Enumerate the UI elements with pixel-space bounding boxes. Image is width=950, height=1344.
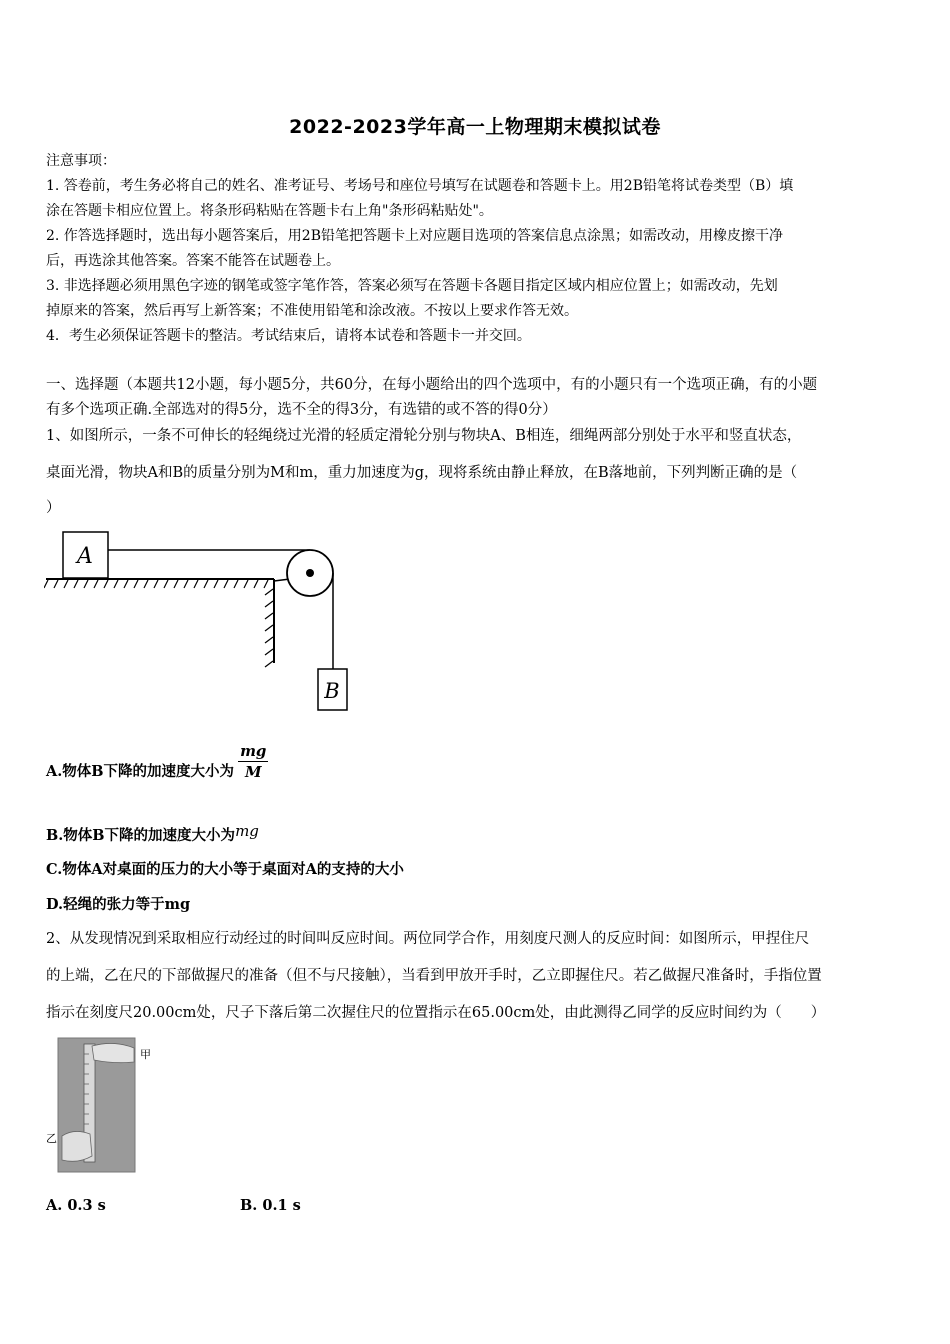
pulley-diagram [44, 517, 354, 717]
section-heading-line: 有多个选项正确.全部选对的得5分，选不全的得3分，有选错的或不答的得0分） [46, 402, 557, 418]
hand-top [92, 1043, 134, 1062]
hand-bottom [62, 1131, 92, 1161]
question-2-line: 指示在刻度尺20.00cm处，尺子下落后第二次握住尺的位置指示在65.00cm处，由此测得乙同学的反应时间约为（ ） [46, 1005, 826, 1021]
q2-option-a[interactable]: A. 0.3 s [46, 1197, 106, 1214]
notice-line: 2. 作答选择题时，选出每小题答案后，用2B铅笔把答题卡上对应题目选项的答案信息点涂黑；如需改动，用橡皮擦干净 [46, 228, 783, 244]
option-b[interactable] [46, 822, 908, 846]
table-hatching [44, 580, 268, 588]
notice-line: 4．考生必须保证答题卡的整洁。考试结束后，请将本试卷和答题卡一并交回。 [46, 328, 531, 344]
fraction-mg-over-m [238, 742, 268, 781]
question-1-line: 1、如图所示，一条不可伸长的轻绳绕过光滑的轻质定滑轮分别与物块A、B相连，细绳两部分别处于水平和竖直状态， [46, 428, 802, 444]
pulley-axle [306, 569, 314, 577]
q2-option-b[interactable]: B. 0.1 s [240, 1197, 301, 1214]
option-b-expr: mg [235, 822, 259, 840]
notice-line: 1. 答卷前，考生务必将自己的姓名、准考证号、考场号和座位号填写在试题卷和答题卡上。用2B铅笔将试卷类型（B）填 [46, 178, 794, 194]
page-title: 2022-2023学年高一上物理期末模拟试卷 [289, 116, 661, 138]
option-a[interactable] [46, 741, 908, 782]
option-d[interactable]: D.轻绳的张力等于mg [46, 896, 191, 913]
label-yi: 乙 [46, 1132, 57, 1145]
question-2-line: 2、从发现情况到采取相应行动经过的时间叫反应时间。两位同学合作，用刻度尺测人的反应时间：如图所示，甲捏住尺 [46, 931, 810, 947]
option-b-text: B.物体B下降的加速度大小为 [46, 827, 236, 844]
section-heading-line: 一、选择题（本题共12小题，每小题5分，共60分，在每小题给出的四个选项中，有的小题只有一个选项正确，有的小题 [46, 377, 818, 393]
option-a-text: A.物体B下降的加速度大小为 [46, 763, 235, 780]
edge-hatching [265, 589, 273, 667]
block-b-label: B [324, 679, 340, 703]
block-a-label: A [77, 544, 93, 569]
question-2-line: 的上端，乙在尺的下部做握尺的准备（但不与尺接触），当看到甲放开手时，乙立即握住尺。若乙做握尺准备时，手指位置 [46, 968, 822, 984]
notice-line: 3. 非选择题必须用黑色字迹的钢笔或签字笔作答，答案必须写在答题卡各题目指定区域内相应位置上；如需改动，先划 [46, 278, 778, 294]
notice-line: 涂在答题卡相应位置上。将条形码粘贴在答题卡右上角"条形码粘贴处"。 [46, 203, 493, 219]
question-1-line: 桌面光滑，物块A和B的质量分别为M和m，重力加速度为g，现将系统由静止释放，在B落地前，下列判断正确的是（ [46, 465, 798, 481]
fraction-denominator: M [244, 762, 262, 781]
notice-heading: 注意事项： [46, 153, 116, 169]
question-1-line: ） [46, 500, 61, 516]
notice-line: 后，再选涂其他答案。答案不能答在试题卷上。 [46, 253, 340, 269]
fraction-numerator: mg [240, 741, 267, 760]
notice-line: 掉原来的答案，然后再写上新答案；不准使用铅笔和涂改液。不按以上要求作答无效。 [46, 303, 578, 319]
option-c[interactable]: C.物体A对桌面的压力的大小等于桌面对A的支持的大小 [46, 861, 404, 878]
label-jia: 甲 [140, 1048, 151, 1061]
ruler-photo [44, 1036, 164, 1176]
